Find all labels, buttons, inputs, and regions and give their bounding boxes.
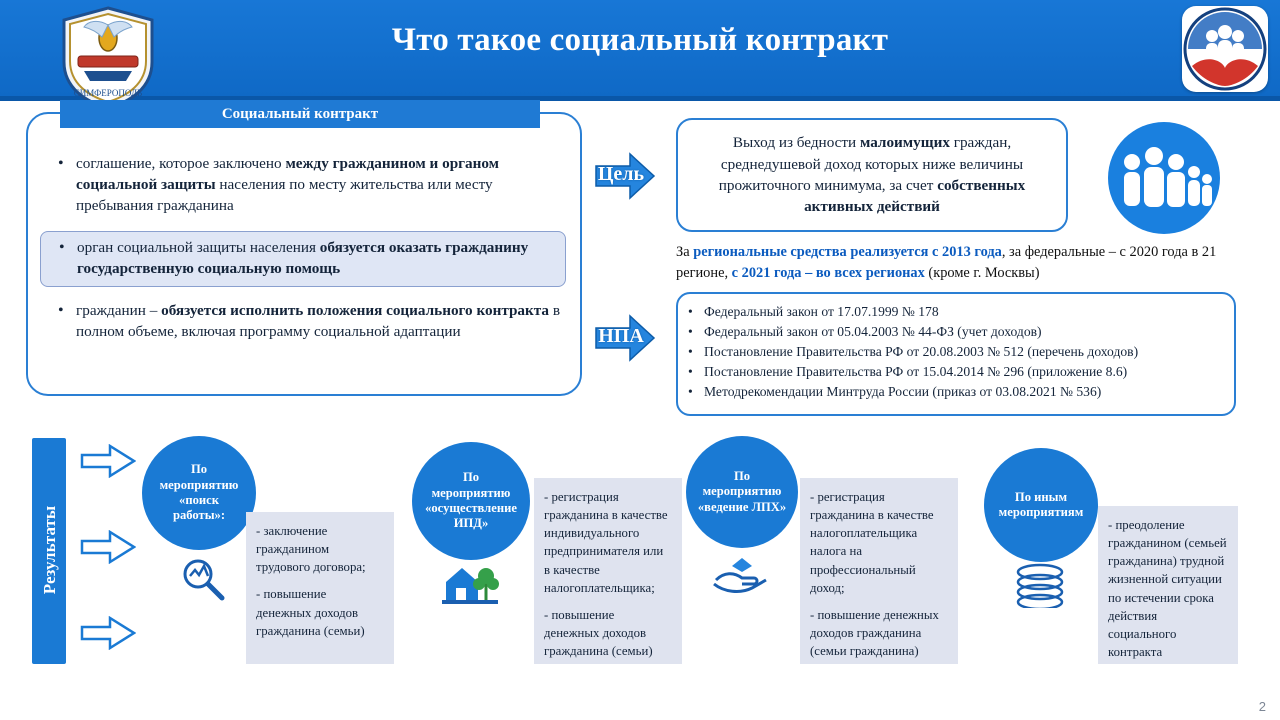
goal-box [676, 118, 1068, 232]
result-panel-4 [1098, 506, 1238, 664]
list-item [36, 299, 576, 345]
result-circle-3: По мероприятию «ведение ЛПХ» [686, 436, 798, 548]
bullet-dot-icon: • [688, 384, 693, 400]
result-circle-1: По мероприятию «поиск работы»: [142, 436, 256, 550]
list-item [688, 322, 1228, 342]
npa-item-text: Федеральный закон от 05.04.2003 № 44-ФЗ (учет доходов) [704, 324, 1042, 340]
result-circle-2: По мероприятию «осуществление ИПД» [412, 442, 530, 560]
house-plant-icon [440, 558, 500, 611]
social-contract-bullets [36, 152, 576, 357]
social-contract-box [26, 106, 582, 396]
list-item-highlighted [40, 231, 566, 287]
page-title: Что такое социальный контракт [391, 22, 889, 58]
results-arrow-2-icon [80, 530, 136, 564]
npa-label: НПА [598, 325, 644, 347]
list-item [688, 342, 1228, 362]
result-panel-3-line-2: - повышение денежных доходов гражданина (семьи гражданина) [810, 607, 939, 659]
bullet-dot-icon: • [58, 155, 64, 172]
goal-label: Цель [597, 163, 645, 185]
list-item [688, 302, 1228, 322]
funding-note: За региональные средства реализуется с 2013 года, за федеральные – с 2020 года в 21 регионе, с 2021 года – во всех регионах (кроме г. Москвы) [676, 244, 1217, 281]
result-panel-2 [534, 478, 682, 664]
list-item [36, 152, 576, 219]
npa-item-text: Постановление Правительства РФ от 20.08.2003 № 512 (перечень доходов) [704, 344, 1139, 360]
bullet-dot-icon: • [58, 301, 64, 319]
result-panel-4-line-1: - преодоление гражданином (семьей гражданина) трудной жизненной ситуации по истечении срока действия социального контракта [1108, 518, 1227, 660]
social-contract-box-title: Социальный контракт [60, 100, 540, 128]
ministry-logo-icon [1182, 6, 1268, 92]
results-arrow-1-icon [80, 444, 136, 478]
result-panel-1-line-2: - повышение денежных доходов гражданина (семьи) [256, 587, 365, 638]
npa-item-text: Постановление Правительства РФ от 15.04.2014 № 296 (приложение 8.6) [704, 364, 1128, 380]
list-item [688, 362, 1228, 382]
page-number: 2 [1258, 699, 1266, 714]
bullet-text: соглашение, которое заключено между гражданином и органом социальной защиты населения по месту жительства или месту пребывания гражданина [76, 155, 500, 214]
results-tab-label: Результаты [40, 505, 59, 595]
npa-item-text: Федеральный закон от 17.07.1999 № 178 [704, 304, 939, 319]
bullet-text: гражданин – обязуется исполнить положения социального контракта в полном объеме, включая программу социальной адаптации [76, 301, 560, 340]
svg-text:СИМФЕРОПОЛЬ: СИМФЕРОПОЛЬ [73, 88, 143, 98]
family-group-icon [1108, 122, 1220, 234]
goal-text: Выход из бедности малоимущих граждан, среднедушевой доход которых ниже величины прожиточного минимума, за счет собственных активных действий [718, 134, 1026, 216]
results-tab [32, 438, 66, 664]
result-panel-3-line-1: - регистрация гражданина в качестве налогоплательщика налога на профессиональный доход; [810, 490, 934, 595]
result-panel-2-line-2: - повышение денежных доходов гражданина (семьи) [544, 607, 653, 659]
coat-of-arms-icon [48, 4, 168, 112]
bullet-dot-icon: • [688, 324, 693, 340]
coins-stack-icon [1008, 560, 1072, 613]
result-panel-1-line-1: - заключение гражданином трудового договора; [256, 524, 366, 575]
result-panel-1 [246, 512, 394, 664]
bullet-dot-icon: • [688, 364, 693, 380]
bullet-dot-icon: • [59, 238, 65, 256]
result-circle-4: По иным мероприятиям [984, 448, 1098, 562]
hand-coin-icon [712, 552, 770, 601]
bullet-dot-icon: • [688, 344, 693, 360]
npa-item-text: Методрекомендации Минтруда России (приказ от 03.08.2021 № 536) [704, 384, 1102, 400]
bullet-text: орган социальной защиты населения обязуется оказать гражданину государственную социальную помощь [77, 238, 529, 277]
result-panel-3 [800, 478, 958, 664]
results-arrow-3-icon [80, 616, 136, 650]
list-item [688, 382, 1228, 402]
magnifier-job-icon [176, 554, 228, 607]
result-panel-2-line-1: - регистрация гражданина в качестве индивидуального предпринимателя или в качестве налогоплательщика; [544, 490, 668, 595]
bullet-dot-icon: • [688, 304, 693, 319]
npa-box [676, 292, 1236, 416]
